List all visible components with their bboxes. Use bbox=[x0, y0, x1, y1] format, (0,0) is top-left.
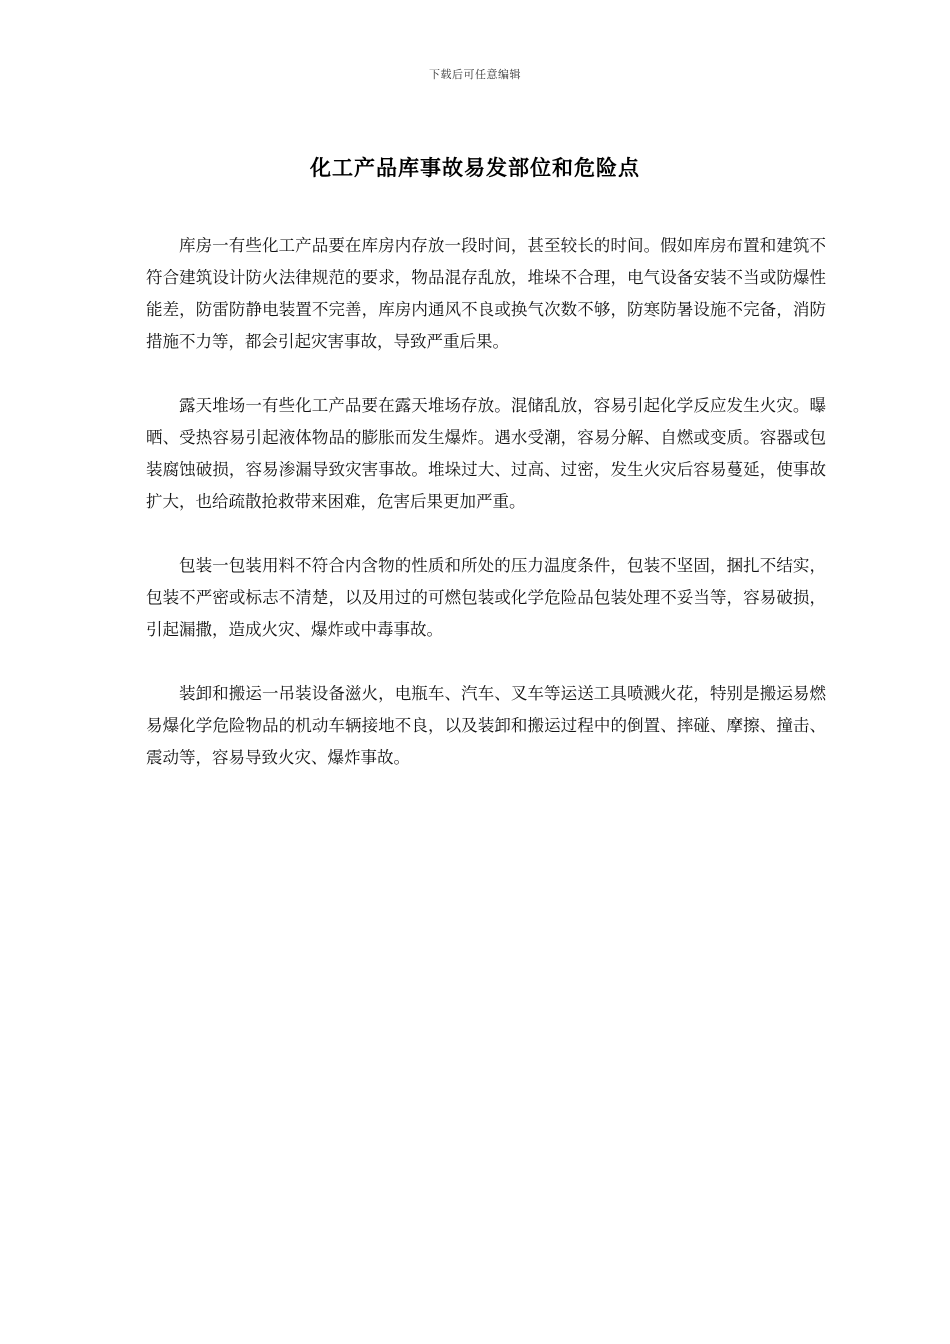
document-title: 化工产品库事故易发部位和危险点 bbox=[310, 155, 640, 180]
header-note: 下载后可任意编辑 bbox=[429, 68, 521, 81]
paragraph-warehouse: 库房一有些化工产品要在库房内存放一段时间，甚至较长的时间。假如库房布置和建筑不符合建筑设计防火法律规范的要求，物品混存乱放，堆垛不合理，电气设备安装不当或防爆性能差，防雷防静电装置不完善，库房内通风不良或换气次数不够，防寒防暑设施不完备，消防措施不力等，都会引起灾害事故，导致严重后果。 bbox=[146, 236, 826, 351]
document-body bbox=[146, 230, 826, 806]
paragraph-open-yard: 露天堆场一有些化工产品要在露天堆场存放。混储乱放，容易引起化学反应发生火灾。曝晒、受热容易引起液体物品的膨胀而发生爆炸。遇水受潮，容易分解、自燃或变质。容器或包装腐蚀破损，容易渗漏导致灾害事故。堆垛过大、过高、过密，发生火灾后容易蔓延，使事故扩大，也给疏散抢救带来困难，危害后果更加严重。 bbox=[146, 396, 826, 511]
paragraph-loading-handling: 装卸和搬运一吊装设备滋火，电瓶车、汽车、叉车等运送工具喷溅火花，特别是搬运易燃易爆化学危险物品的机动车辆接地不良，以及装卸和搬运过程中的倒置、摔碰、摩擦、撞击、震动等，容易导致火灾、爆炸事故。 bbox=[146, 684, 826, 767]
paragraph-packaging: 包装一包装用料不符合内含物的性质和所处的压力温度条件，包装不坚固，捆扎不结实，包装不严密或标志不清楚，以及用过的可燃包装或化学危险品包装处理不妥当等，容易破损，引起漏撒，造成火灾、爆炸或中毒事故。 bbox=[146, 556, 826, 639]
